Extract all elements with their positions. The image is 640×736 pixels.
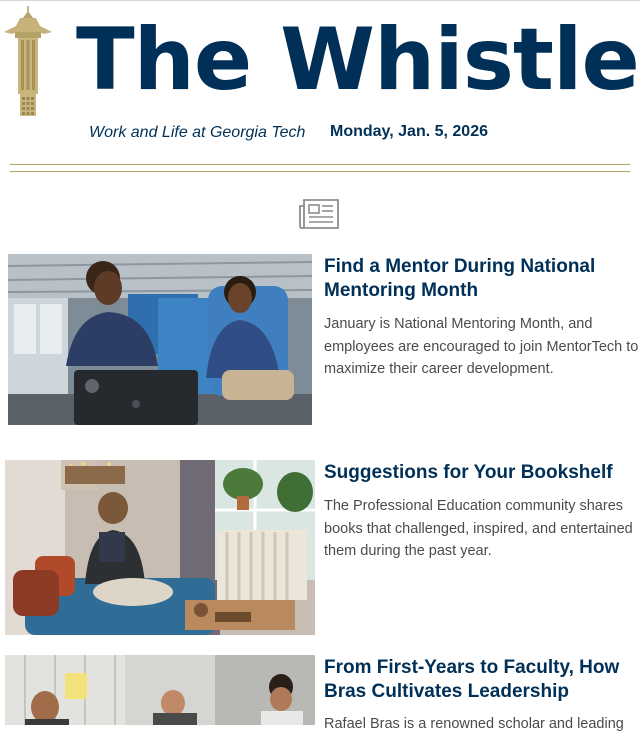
story-summary-leadership: Rafael Bras is a renowned scholar and leading xyxy=(324,716,624,732)
story-summary-mentoring: January is National Mentoring Month, and employees are encouraged to join MentorTech to maximize their career development. xyxy=(324,316,639,377)
gold-divider-bottom xyxy=(10,171,630,172)
story-image-leadership[interactable] xyxy=(5,655,315,725)
tagline: Work and Life at Georgia Tech xyxy=(89,124,306,141)
story-image-mentoring[interactable] xyxy=(8,254,312,425)
story-summary-bookshelf: The Professional Education community shares books that challenged, inspired, and entertained them during the past year. xyxy=(324,498,633,559)
story-title-bookshelf[interactable]: Suggestions for Your Bookshelf xyxy=(324,462,613,483)
newspaper-icon xyxy=(298,196,342,232)
story-image-bookshelf[interactable] xyxy=(5,460,315,635)
story-title-leadership[interactable]: From First-Years to Faculty, How Bras Cultivates Leadership xyxy=(324,657,620,702)
issue-date: Monday, Jan. 5, 2026 xyxy=(330,123,488,140)
top-rule xyxy=(0,0,640,1)
gold-divider-top xyxy=(10,164,630,165)
masthead-title[interactable]: The Whistle xyxy=(76,10,639,110)
tech-tower-logo[interactable] xyxy=(4,6,52,118)
story-title-mentoring[interactable]: Find a Mentor During National Mentoring Month xyxy=(324,256,596,301)
